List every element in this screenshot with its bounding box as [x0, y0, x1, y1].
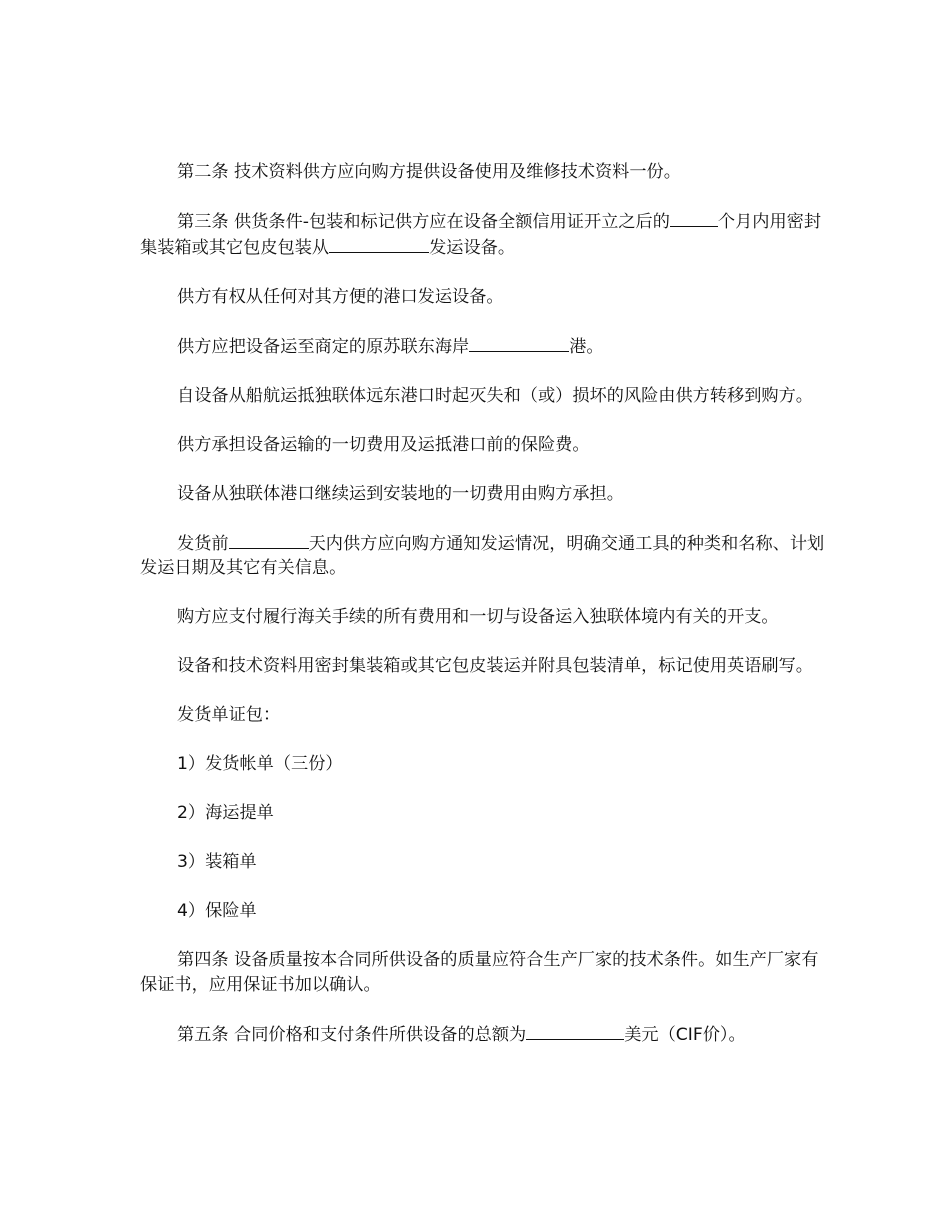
paragraph-text: 1）发货帐单（三份）: [177, 754, 343, 774]
paragraph-shipment-notice: [140, 531, 830, 581]
clause-3-delivery-conditions: [140, 209, 830, 260]
paragraph-text: 设备从独联体港口继续运到安装地的一切费用由购方承担。: [177, 483, 624, 504]
paragraph-shipping-documents-heading: [140, 703, 830, 728]
paragraph-text: 第二条 技术资料供方应向购方提供设备使用及维修技术资料一份。: [177, 162, 681, 182]
paragraph-text: 美元（CIF价）。: [624, 1024, 746, 1045]
list-item-invoice: [140, 752, 830, 777]
paragraph-text: 自设备从船航运抵独联体远东港口时起灭失和（或）损坏的风险由供方转移到购方。: [177, 385, 813, 406]
clause-4-equipment-quality: [140, 948, 830, 997]
paragraph-text: 天内供方应向购方通知发运情况，明确交通工具的种类和名称、计划发运日期及其它有关信息。: [140, 533, 825, 578]
paragraph-text: 第五条 合同价格和支付条件所供设备的总额为: [177, 1024, 527, 1045]
paragraph-text: 个月内用密封集装箱或其它包皮包装从: [140, 212, 822, 258]
paragraph-text: 第四条 设备质量按本合同所供设备的质量应符合生产厂家的技术条件。如生产厂家有保证书，应用保证书加以确认。: [140, 950, 819, 995]
blank-port: [469, 334, 569, 352]
paragraph-text: 设备和技术资料用密封集装箱或其它包皮装运并附具包装清单，标记使用英语刷写。: [177, 656, 813, 676]
paragraph-transport-costs: [140, 433, 830, 458]
paragraph-risk-transfer: [140, 384, 830, 409]
paragraph-text: 供方应把设备运至商定的原苏联东海岸: [177, 336, 470, 357]
paragraph-destination-port: [140, 334, 830, 360]
paragraph-text: 发货前: [177, 533, 229, 554]
paragraph-packing-marking: [140, 654, 830, 679]
paragraph-text: 4）保险单: [177, 901, 257, 921]
paragraph-onward-costs: [140, 482, 830, 507]
blank-days: [229, 531, 309, 549]
paragraph-shipping-port-right: [140, 285, 830, 310]
paragraph-text: 3）装箱单: [177, 852, 257, 872]
paragraph-text: 第三条 供货条件-包装和标记供方应在设备全额信用证开立之后的: [177, 212, 670, 232]
paragraph-text: 供方有权从任何对其方便的港口发运设备。: [177, 286, 504, 307]
document-body: [140, 160, 830, 1072]
paragraph-customs-fees: [140, 605, 830, 630]
list-item-insurance-policy: [140, 899, 830, 924]
paragraph-text: 购方应支付履行海关手续的所有费用和一切与设备运入独联体境内有关的开支。: [177, 607, 779, 627]
blank-total-amount: [526, 1022, 624, 1040]
list-item-packing-list: [140, 850, 830, 875]
paragraph-text: 港。: [569, 336, 604, 357]
paragraph-text: 发运设备。: [429, 237, 516, 258]
paragraph-text: 发货单证包：: [177, 705, 281, 725]
list-item-bill-of-lading: [140, 801, 830, 826]
blank-months: [670, 209, 718, 227]
clause-2-technical-documents: [140, 160, 830, 185]
blank-origin: [329, 235, 429, 253]
paragraph-text: 供方承担设备运输的一切费用及运抵港口前的保险费。: [177, 434, 590, 455]
paragraph-text: 2）海运提单: [177, 803, 274, 823]
clause-5-contract-price: [140, 1022, 830, 1048]
